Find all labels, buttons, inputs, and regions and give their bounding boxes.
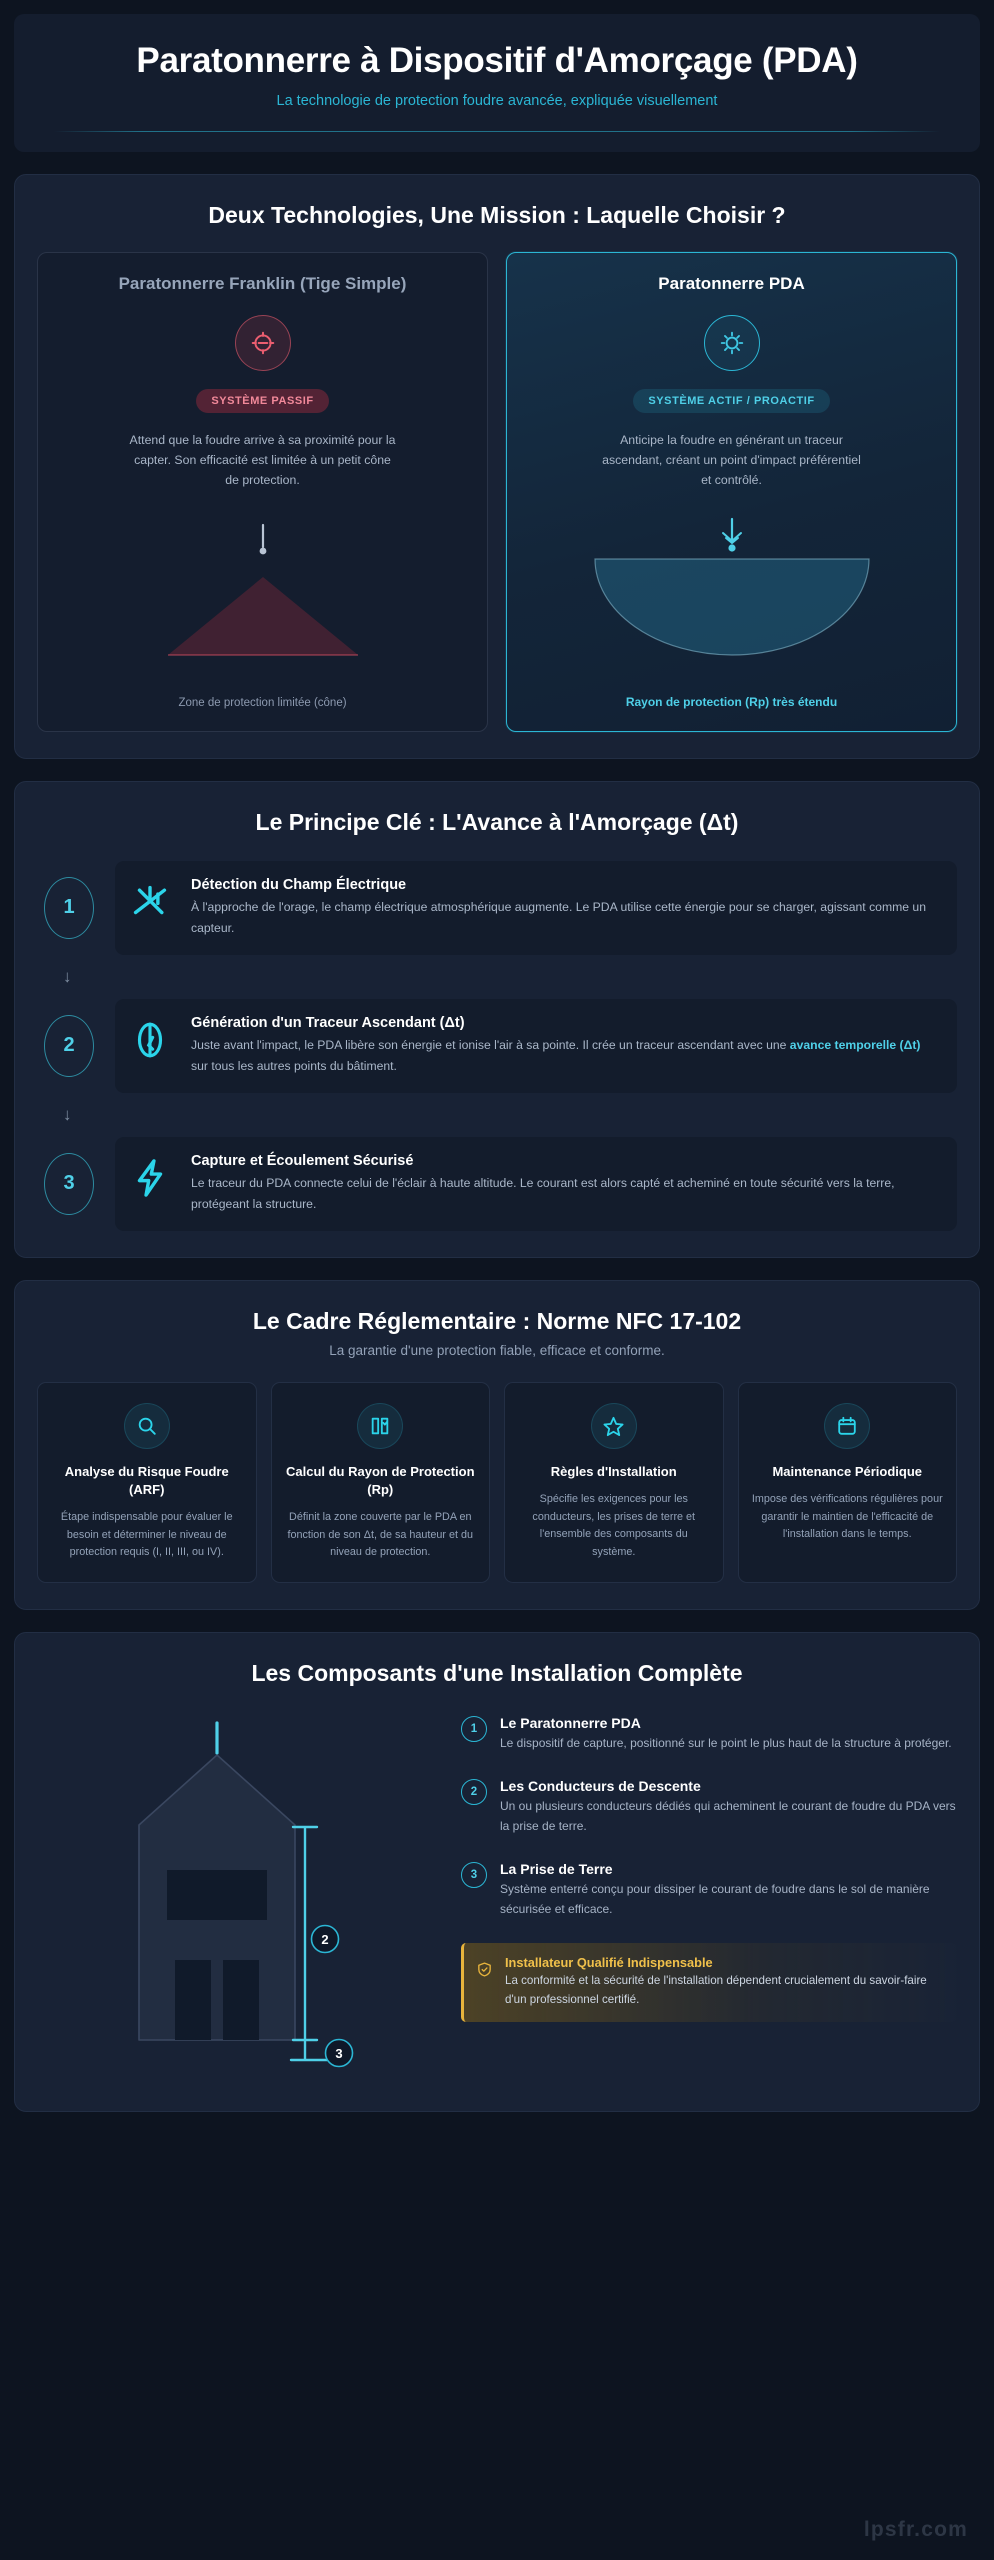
step-text [191, 1015, 939, 1077]
component-description: Le dispositif de capture, positionné sur le point le plus haut de la structure à protéger. [500, 1736, 952, 1751]
step-body [115, 999, 957, 1093]
component-heading: Les Conducteurs de Descente [500, 1778, 701, 1795]
step-heading: Génération d'un Traceur Ascendant (Δt) [191, 1014, 465, 1031]
regulatory-card-heading: Analyse du Risque Foudre (ARF) [64, 1464, 229, 1498]
component-description: Un ou plusieurs conducteurs dédiés qui acheminent le courant de foudre du PDA vers la prise de terre. [500, 1799, 956, 1833]
regulatory-card-rules [504, 1382, 724, 1582]
regulatory-card-heading: Règles d'Installation [550, 1464, 677, 1480]
principle-step-2 [37, 999, 957, 1093]
components-list [461, 1709, 957, 2022]
step-description: Le traceur du PDA connecte celui de l'éclair à haute altitude. Le courant est alors capté et acheminé en toute sécurité vers la terre, protégeant la structure. [191, 1175, 895, 1211]
cone-protection-illustration [113, 519, 413, 691]
comparison-title: Deux Technologies, Une Mission : Laquelle Choisir ? [208, 202, 786, 229]
components-content [37, 1709, 957, 2085]
ionized-tracer-icon [129, 1015, 175, 1066]
step-number-wrap [37, 1137, 101, 1231]
magnifier-icon [124, 1403, 170, 1449]
franklin-card [37, 252, 488, 732]
step-description: Juste avant l'impact, le PDA libère son énergie et ionise l'air à sa pointe. Il crée un traceur ascendant avec une avance temporelle (Δt) sur tous les autres points du bâtiment. [191, 1037, 921, 1073]
components-section [14, 1632, 980, 2113]
franklin-description: Attend que la foudre arrive à sa proximité pour la capter. Son efficacité est limitée à un petit cône de protection. [129, 433, 396, 487]
lightning-bolt-icon [129, 1153, 175, 1204]
step-text [191, 877, 939, 939]
minus-circle-crosshair-icon [235, 315, 291, 371]
step-connector-2 [37, 1093, 957, 1137]
hero-header [14, 14, 980, 152]
step-text [191, 1153, 939, 1215]
principle-title: Le Principe Clé : L'Avance à l'Amorçage (Δt) [255, 808, 739, 835]
diagram-marker-3: 3 [335, 2046, 343, 2062]
component-item-1 [461, 1715, 957, 1754]
regulatory-card-maintenance [738, 1382, 958, 1582]
book-check-icon [357, 1403, 403, 1449]
site-watermark: lpsfr.com [863, 2518, 968, 2541]
regulatory-card-arf [37, 1382, 257, 1582]
shield-check-icon [476, 1955, 494, 1983]
components-title: Les Composants d'une Installation Complète [251, 1659, 743, 1686]
regulatory-card-text: Étape indispensable pour évaluer le besoin et déterminer le niveau de protection requis (I, II, III, ou IV). [60, 1511, 233, 1559]
down-arrow-icon: ↓ [63, 1104, 72, 1124]
step-number-badge: 2 [44, 1015, 94, 1077]
down-arrow-icon: ↓ [63, 966, 72, 986]
component-number-badge: 3 [461, 1862, 487, 1888]
component-number-badge: 1 [461, 1716, 487, 1742]
protection-radius-illustration [577, 517, 887, 689]
warning-description: La conformité et la sécurité de l'installation dépendent crucialement du savoir-faire d'un professionnel certifié. [505, 1974, 927, 2006]
regulatory-title: Le Cadre Réglementaire : Norme NFC 17-102 [252, 1307, 742, 1334]
regulatory-subtitle: La garantie d'une protection fiable, efficace et conforme. [329, 1343, 665, 1359]
page-title: Paratonnerre à Dispositif d'Amorçage (PDA) [136, 41, 858, 80]
franklin-status-badge: SYSTÈME PASSIF [196, 389, 328, 413]
pda-card-title: Paratonnerre PDA [658, 274, 805, 294]
electric-field-antenna-icon [129, 877, 175, 928]
warning-text-block [505, 1955, 943, 2009]
pda-dome-diagram [525, 491, 938, 709]
diagram-marker-2: 2 [321, 1932, 329, 1948]
regulatory-cards [37, 1382, 957, 1582]
pda-viz-caption: Rayon de protection (Rp) très étendu [625, 694, 838, 709]
star-icon [591, 1403, 637, 1449]
qualified-installer-callout [461, 1943, 957, 2022]
component-heading: La Prise de Terre [500, 1860, 613, 1877]
regulatory-section [14, 1280, 980, 1610]
warning-heading: Installateur Qualifié Indispensable [505, 1955, 713, 1971]
comparison-cards [37, 252, 957, 732]
principle-steps [37, 861, 957, 1231]
regulatory-card-rp [271, 1382, 491, 1582]
regulatory-card-text: Spécifie les exigences pour les conducteurs, les prises de terre et l'ensemble des composants du système. [532, 1493, 696, 1558]
pda-description: Anticipe la foudre en générant un traceur ascendant, créant un point d'impact préférentiel et contrôlé. [602, 433, 861, 487]
pda-status-badge: SYSTÈME ACTIF / PROACTIF [633, 389, 829, 413]
radiating-sun-icon [704, 315, 760, 371]
step-number-badge: 3 [44, 1153, 94, 1215]
regulatory-card-text: Définit la zone couverte par le PDA en fonction de son Δt, de sa hauteur et du niveau de protection. [287, 1511, 473, 1559]
comparison-section [14, 174, 980, 759]
regulatory-card-heading: Calcul du Rayon de Protection (Rp) [285, 1464, 475, 1498]
component-text [500, 1861, 957, 1920]
component-item-2 [461, 1778, 957, 1837]
step-connector-1 [37, 955, 957, 999]
building-diagram [37, 1709, 447, 2085]
franklin-cone-diagram [56, 493, 469, 709]
principle-section [14, 781, 980, 1258]
component-text [500, 1715, 952, 1754]
page-subtitle: La technologie de protection foudre avancée, expliquée visuellement [276, 93, 718, 110]
step-body [115, 861, 957, 955]
component-item-3 [461, 1861, 957, 1920]
pda-card [506, 252, 957, 732]
component-text [500, 1778, 957, 1837]
step-number-wrap [37, 861, 101, 955]
franklin-card-title: Paratonnerre Franklin (Tige Simple) [118, 274, 407, 294]
regulatory-card-text: Impose des vérifications régulières pour garantir le maintien de l'efficacité de l'installation dans le temps. [751, 1493, 943, 1541]
principle-step-1 [37, 861, 957, 955]
step-number-wrap [37, 999, 101, 1093]
component-heading: Le Paratonnerre PDA [500, 1715, 641, 1732]
calendar-icon [824, 1403, 870, 1449]
component-number-badge: 2 [461, 1779, 487, 1805]
step-heading: Capture et Écoulement Sécurisé [191, 1152, 414, 1169]
principle-step-3 [37, 1137, 957, 1231]
franklin-viz-caption: Zone de protection limitée (cône) [178, 696, 347, 709]
step-description: À l'approche de l'orage, le champ électrique atmosphérique augmente. Le PDA utilise cette énergie pour se charger, agissant comme un capteur. [191, 899, 926, 935]
step-body [115, 1137, 957, 1231]
step-heading: Détection du Champ Électrique [191, 876, 407, 893]
component-description: Système enterré conçu pour dissiper le courant de foudre dans le sol de manière sécurisée et efficace. [500, 1881, 930, 1916]
header-divider [54, 131, 940, 132]
step-number-badge: 1 [44, 877, 94, 939]
regulatory-card-heading: Maintenance Périodique [772, 1464, 923, 1480]
house-installation-illustration [77, 1715, 407, 2085]
